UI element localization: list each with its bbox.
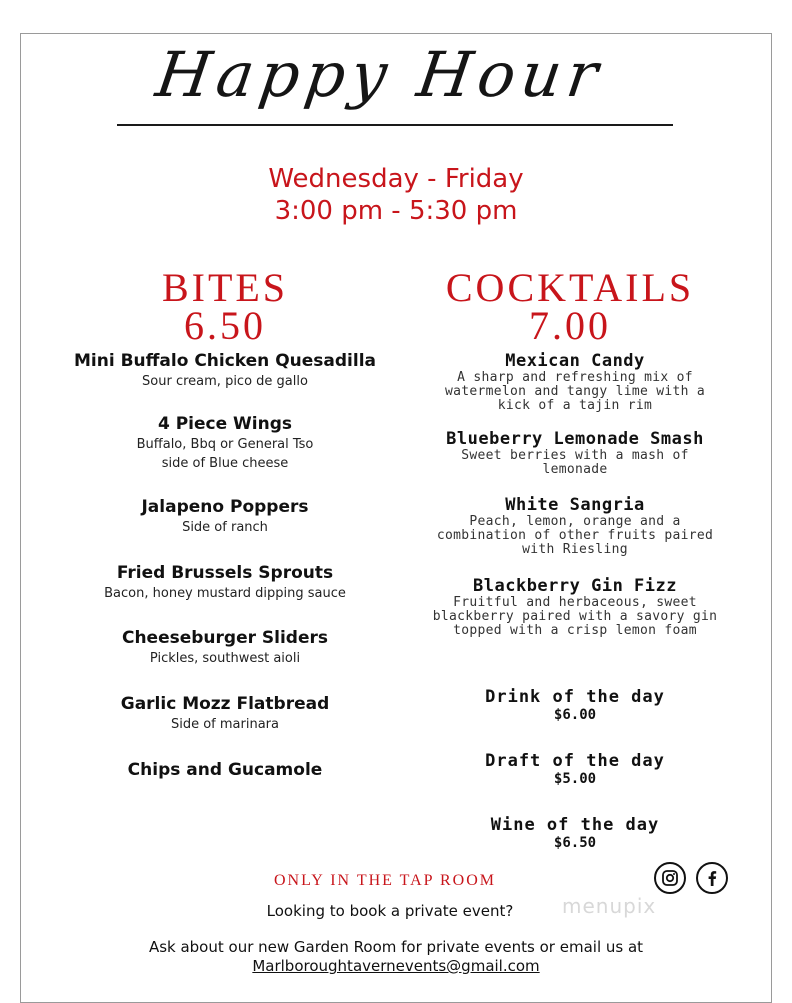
happy-hour-days: Wednesday - Friday <box>268 164 524 194</box>
bite-desc: Sour cream, pico de gallo <box>142 374 308 389</box>
bite-item <box>60 351 390 391</box>
drink-special <box>420 687 730 723</box>
special-price: $5.00 <box>553 771 597 787</box>
contact-email <box>40 957 752 975</box>
cocktail-name: Blackberry Gin Fizz <box>473 576 677 596</box>
cocktail-item <box>405 496 745 557</box>
special-price: $6.50 <box>553 835 597 851</box>
cocktail-desc: topped with a crisp lemon foam <box>453 623 697 638</box>
bite-item <box>60 628 390 668</box>
cocktail-desc: Sweet berries with a mash of <box>461 448 689 463</box>
cocktail-item <box>405 352 745 413</box>
bite-desc: side of Blue cheese <box>161 456 289 471</box>
bite-desc: Buffalo, Bbq or General Tso <box>136 437 314 452</box>
bite-desc: Bacon, honey mustard dipping sauce <box>104 586 346 601</box>
cocktail-desc: Fruitful and herbaceous, sweet <box>453 595 697 610</box>
garden-room-note: Ask about our new Garden Room for private events or email us at <box>148 938 644 956</box>
special-name: Drink of the day <box>485 687 665 707</box>
page-title: Happy Hour <box>151 38 609 111</box>
drink-special <box>420 751 730 787</box>
drink-special <box>420 815 730 851</box>
cocktail-desc: combination of other fruits paired <box>436 528 714 543</box>
cocktail-desc: A sharp and refreshing mix of <box>457 370 693 385</box>
special-price: $6.00 <box>553 707 597 723</box>
bite-item <box>60 694 390 734</box>
cocktail-desc: with Riesling <box>522 542 628 557</box>
instagram-icon[interactable] <box>654 862 686 894</box>
bite-item <box>60 497 390 537</box>
private-event-question: Looking to book a private event? <box>266 902 514 920</box>
happy-hour-times: 3:00 pm - 5:30 pm <box>274 196 518 226</box>
bites-price: 6.50 <box>184 303 266 348</box>
cocktail-name: Mexican Candy <box>505 351 645 371</box>
special-name: Wine of the day <box>490 815 660 835</box>
bite-desc: Side of marinara <box>170 717 279 732</box>
bite-item <box>60 563 390 603</box>
bite-desc: Pickles, southwest aioli <box>149 651 301 666</box>
cocktail-item <box>405 430 745 477</box>
cocktails-heading: COCKTAILS <box>445 265 695 310</box>
facebook-icon[interactable] <box>696 862 728 894</box>
cocktail-desc: lemonade <box>542 462 608 477</box>
cocktail-item <box>405 577 745 638</box>
bite-item <box>60 760 390 781</box>
cocktail-name: White Sangria <box>505 495 645 515</box>
cocktail-desc: kick of a tajin rim <box>497 398 653 413</box>
cocktails-price: 7.00 <box>529 303 611 348</box>
cocktail-desc: watermelon and tangy lime with a <box>444 384 706 399</box>
bite-item <box>60 414 390 473</box>
bite-name: Garlic Mozz Flatbread <box>120 694 330 714</box>
bite-name: Jalapeno Poppers <box>141 497 309 517</box>
special-name: Draft of the day <box>485 751 665 771</box>
bite-name: Mini Buffalo Chicken Quesadilla <box>74 351 376 371</box>
cocktail-name: Blueberry Lemonade Smash <box>446 429 704 449</box>
tap-room-note: ONLY IN THE TAP ROOM <box>273 872 496 889</box>
cocktail-desc: Peach, lemon, orange and a <box>469 514 681 529</box>
bite-desc: Side of ranch <box>182 520 268 535</box>
watermark-logo: menupix <box>562 894 657 918</box>
title-underline <box>117 124 673 126</box>
bite-name: 4 Piece Wings <box>157 414 293 434</box>
bites-heading: BITES <box>161 265 289 310</box>
bite-name: Cheeseburger Sliders <box>121 628 329 648</box>
bite-name: Chips and Gucamole <box>127 760 323 780</box>
cocktail-desc: blackberry paired with a savory gin <box>432 609 718 624</box>
email-link[interactable]: Marlboroughtavernevents@gmail.com <box>252 957 540 975</box>
bite-name: Fried Brussels Sprouts <box>116 563 334 583</box>
